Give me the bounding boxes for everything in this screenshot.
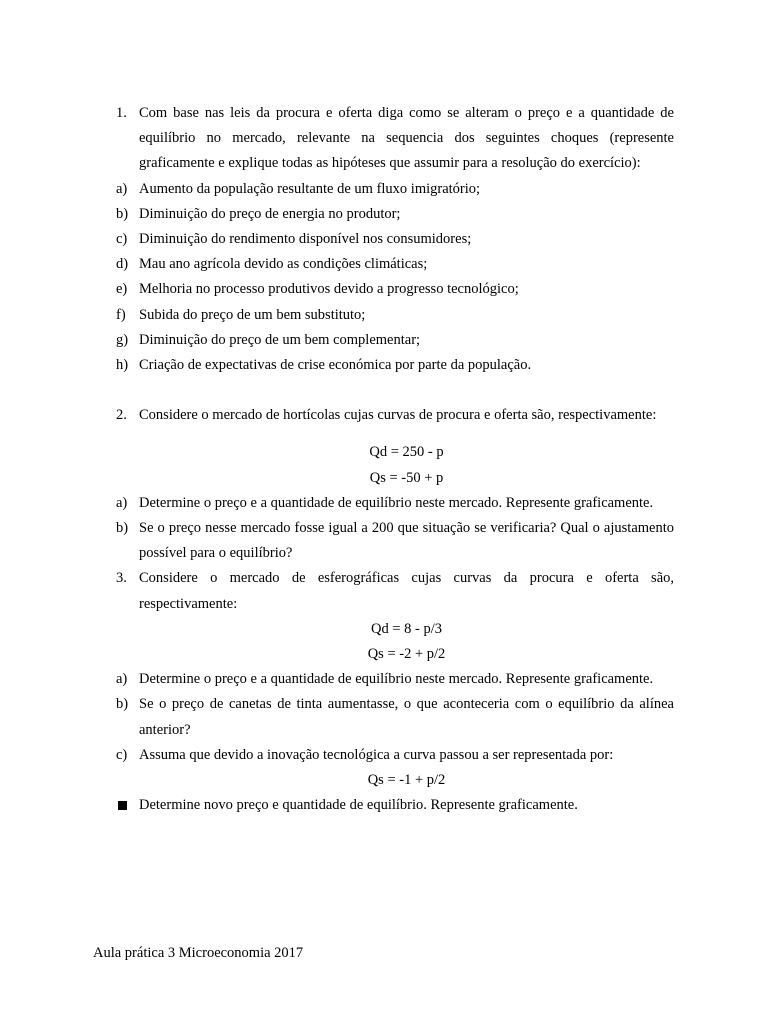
question-2 bbox=[116, 403, 674, 428]
item-label: f) bbox=[116, 306, 126, 323]
question-number: 3. bbox=[116, 570, 127, 587]
item-label: a) bbox=[116, 671, 128, 688]
item-label: h) bbox=[116, 357, 129, 374]
item-label: a) bbox=[116, 494, 128, 511]
list-item bbox=[116, 667, 674, 692]
item-text: Se o preço de canetas de tinta aumentasse, o que aconteceria com o equilíbrio da alínea anterior? bbox=[139, 696, 674, 738]
list-item bbox=[116, 277, 674, 302]
list-item bbox=[116, 328, 674, 353]
list-item bbox=[116, 491, 674, 516]
list-item bbox=[116, 692, 674, 742]
item-label: e) bbox=[116, 281, 128, 298]
item-text: Assuma que devido a inovação tecnológica a curva passou a ser representada por: bbox=[139, 746, 614, 763]
question-1 bbox=[116, 101, 674, 177]
item-label: g) bbox=[116, 331, 129, 348]
item-text: Determine o preço e a quantidade de equilíbrio neste mercado. Represente graficamente. bbox=[139, 494, 654, 511]
spacer bbox=[116, 378, 674, 403]
page-footer: Aula prática 3 Microeconomia 2017 bbox=[93, 945, 304, 961]
item-text: Determine o preço e a quantidade de equilíbrio neste mercado. Represente graficamente. bbox=[139, 671, 654, 688]
equation-new-supply: Qs = -1 + p/2 bbox=[367, 772, 446, 789]
item-label: b) bbox=[116, 205, 129, 222]
item-label: b) bbox=[116, 520, 129, 537]
item-text: Mau ano agrícola devido as condições climáticas; bbox=[139, 256, 428, 273]
equation-supply: Qs = -2 + p/2 bbox=[367, 646, 446, 663]
item-label: a) bbox=[116, 180, 128, 197]
item-text: Se o preço nesse mercado fosse igual a 200 que situação se verificaria? Qual o ajustamento possível para o equilíbrio? bbox=[139, 520, 674, 562]
item-text: Diminuição do preço de energia no produtor; bbox=[139, 205, 401, 222]
item-label: d) bbox=[116, 256, 129, 273]
item-label: b) bbox=[116, 696, 129, 713]
item-text: Diminuição do preço de um bem complementar; bbox=[139, 331, 421, 348]
list-item bbox=[116, 252, 674, 277]
item-text: Subida do preço de um bem substituto; bbox=[139, 306, 366, 323]
list-item bbox=[116, 353, 674, 378]
question-text: Com base nas leis da procura e oferta diga como se alteram o preço e a quantidade de equilíbrio no mercado, relevante na sequencia dos seguintes choques (represente graficamente e explique todas as hipóteses que assumir para a resolução do exercício): bbox=[139, 105, 674, 172]
list-item bbox=[116, 743, 674, 768]
equation-demand: Qd = 250 - p bbox=[369, 444, 444, 461]
bullet-text: Determine novo preço e quantidade de equilíbrio. Represente graficamente. bbox=[139, 797, 578, 814]
equation-supply: Qs = -50 + p bbox=[369, 469, 444, 486]
list-item bbox=[116, 303, 674, 328]
square-bullet-icon bbox=[116, 793, 139, 819]
item-text: Criação de expectativas de crise económica por parte da população. bbox=[139, 357, 532, 374]
bullet-item bbox=[116, 793, 674, 819]
item-text: Melhoria no processo produtivos devido a progresso tecnológico; bbox=[139, 281, 519, 298]
item-label: c) bbox=[116, 746, 128, 763]
question-text: Considere o mercado de hortícolas cujas curvas de procura e oferta são, respectivamente: bbox=[139, 407, 657, 424]
list-item bbox=[116, 516, 674, 566]
list-item bbox=[116, 227, 674, 252]
item-text: Aumento da população resultante de um fluxo imigratório; bbox=[139, 180, 481, 197]
exercise-list bbox=[116, 101, 674, 819]
equation-demand: Qd = 8 - p/3 bbox=[370, 620, 442, 637]
question-3 bbox=[116, 566, 674, 616]
question-number: 2. bbox=[116, 407, 127, 424]
item-text: Diminuição do rendimento disponível nos consumidores; bbox=[139, 231, 472, 248]
item-label: c) bbox=[116, 231, 128, 248]
question-number: 1. bbox=[116, 105, 127, 121]
question-text: Considere o mercado de esferográficas cujas curvas da procura e oferta são, respectivamente: bbox=[139, 570, 674, 612]
list-item bbox=[116, 177, 674, 202]
list-item bbox=[116, 202, 674, 227]
